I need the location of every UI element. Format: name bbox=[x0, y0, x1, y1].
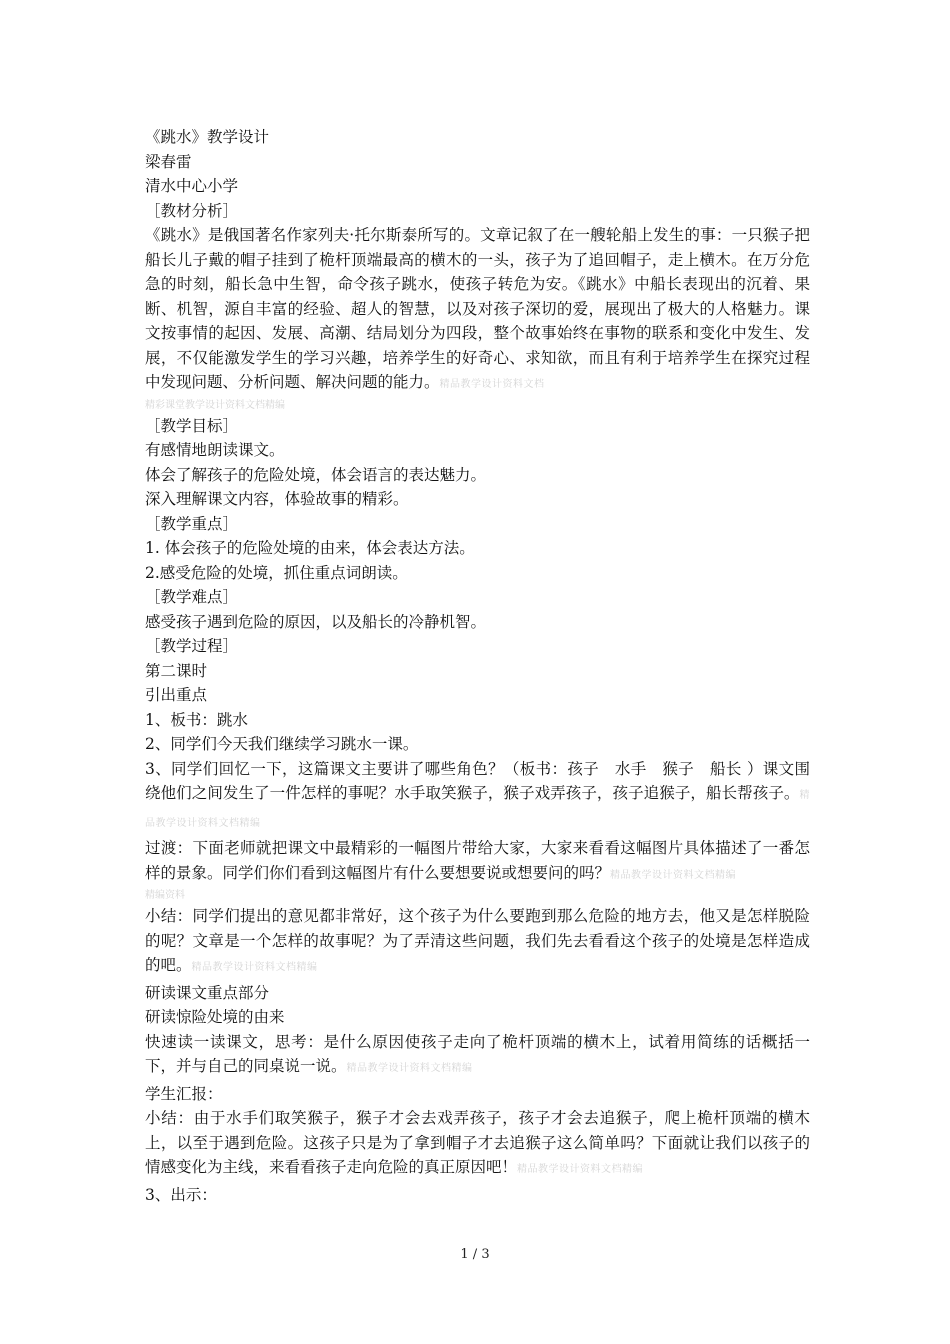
goal-item: 有感情地朗读课文。 bbox=[145, 441, 285, 459]
watermark-text: 精品教学设计资料文档精编 bbox=[610, 869, 737, 881]
analysis-text: 《跳水》是俄国著名作家列夫·托尔斯泰所写的。文章记叙了在一艘轮船上发生的事：一只猴子把船长儿子戴的帽子挂到了桅杆顶端最高的横木的一头，孩子为了追回帽子，走上横木。在万分危急的时刻，船长急中生智，命令孩子跳水，使孩子转危为安。《跳水》中船长表现出的沉着、果断、机智，源自丰富的经验、超人的智慧，以及对孩子深切的爱，展现出了极大的人格魅力。课文按事情的起因、发展、高潮、结局划分为四段，整个故事始终在事物的联系和变化中发生、发展，不仅能激发学生的学习兴趣，培养学生的好奇心、求知欲，而且有利于培养学生在探究过程中发现问题、分析问题、解决问题的能力。 bbox=[145, 226, 810, 391]
key-item: 2.感受危险的处境，抓住重点词朗读。 bbox=[145, 563, 408, 582]
watermark-text: 精品教学设计资料文档精编 bbox=[346, 1063, 473, 1074]
watermark-text: 精品教学设计资料文档精编 bbox=[191, 962, 318, 973]
key-item: 1. 体会孩子的危险处境的由来，体会表达方法。 bbox=[145, 539, 475, 557]
analysis-paragraph bbox=[145, 223, 810, 414]
summary-text: 小结：由于水手们取笑猴子，猴子才会去戏弄孩子，孩子才会去追猴子，爬上桅杆顶端的横木上，以至于遇到危险。这孩子只是为了拿到帽子才去追猴子这么简单吗？下面就让我们以孩子的情感变化为主线，来看看孩子走向危险的真正原因吧！ bbox=[145, 1109, 810, 1176]
summary-paragraph bbox=[145, 904, 810, 981]
process-step bbox=[145, 757, 810, 837]
subheading: 研读课文重点部分 bbox=[145, 983, 270, 1002]
section-heading-goals: ［教学目标］ bbox=[145, 416, 239, 435]
subheading: 研读惊险处境的由来 bbox=[145, 1008, 285, 1026]
watermark-text: 精彩课堂教学设计资料文档精编 bbox=[145, 399, 285, 411]
section-heading-difficulty: ［教学难点］ bbox=[145, 588, 239, 606]
section-heading-process: ［教学过程］ bbox=[145, 637, 239, 655]
document-body bbox=[145, 125, 810, 1207]
process-step-text: 3、同学们回忆一下，这篇课文主要讲了哪些角色？（板书：孩子 水手 猴子 船长 ）课文围绕他们之间发生了一件怎样的事呢？水手取笑猴子，猴子戏弄孩子，孩子追猴子，船长帮孩子。 bbox=[145, 759, 810, 802]
process-step: 1、板书：跳水 bbox=[145, 710, 248, 729]
section-heading-key: ［教学重点］ bbox=[145, 514, 239, 533]
page-number: 1 / 3 bbox=[460, 1247, 490, 1262]
goal-item: 深入理解课文内容，体验故事的精彩。 bbox=[145, 490, 409, 508]
section-heading-analysis: ［教材分析］ bbox=[145, 201, 239, 220]
task-paragraph bbox=[145, 1030, 810, 1082]
transition-text: 过渡：下面老师就把课文中最精彩的一幅图片带给大家，大家来看看这幅图片具体描述了一番怎样的景象。同学们你们看到这幅图片有什么要想要说或想要问的吗？ bbox=[145, 839, 810, 882]
author: 梁春雷 bbox=[145, 152, 192, 171]
process-step: 3、出示： bbox=[145, 1185, 217, 1204]
lesson-label: 第二课时 bbox=[145, 661, 208, 680]
subheading: 引出重点 bbox=[145, 686, 208, 704]
watermark-text: 精品教学设计资料文档 bbox=[439, 379, 545, 390]
task-text: 快速读一读课文，思考：是什么原因使孩子走向了桅杆顶端的横木上，试着用简练的话概括一下，并与自己的同桌说一说。 bbox=[145, 1032, 810, 1075]
goal-item: 体会了解孩子的危险处境，体会语言的表达魅力。 bbox=[145, 465, 487, 484]
watermark-text: 精品教学设计资料文档精编 bbox=[145, 790, 810, 829]
process-step: 2、同学们今天我们继续学习跳水一课。 bbox=[145, 735, 419, 753]
summary-text: 小结：同学们提出的意见都非常好，这个孩子为什么要跑到那么危险的地方去，他又是怎样脱险的呢？文章是一个怎样的故事呢？为了弄清这些问题，我们先去看看这个孩子的处境是怎样造成的吧。 bbox=[145, 907, 810, 974]
school: 清水中心小学 bbox=[145, 177, 239, 195]
doc-title: 《跳水》教学设计 bbox=[145, 128, 270, 146]
difficulty-item: 感受孩子遇到危险的原因，以及船长的冷静机智。 bbox=[145, 612, 487, 631]
watermark-text: 精编资料 bbox=[145, 890, 185, 901]
summary-paragraph bbox=[145, 1106, 810, 1183]
transition-paragraph bbox=[145, 836, 810, 904]
report-label: 学生汇报： bbox=[145, 1084, 223, 1103]
watermark-text: 精品教学设计资料文档精编 bbox=[517, 1164, 644, 1175]
